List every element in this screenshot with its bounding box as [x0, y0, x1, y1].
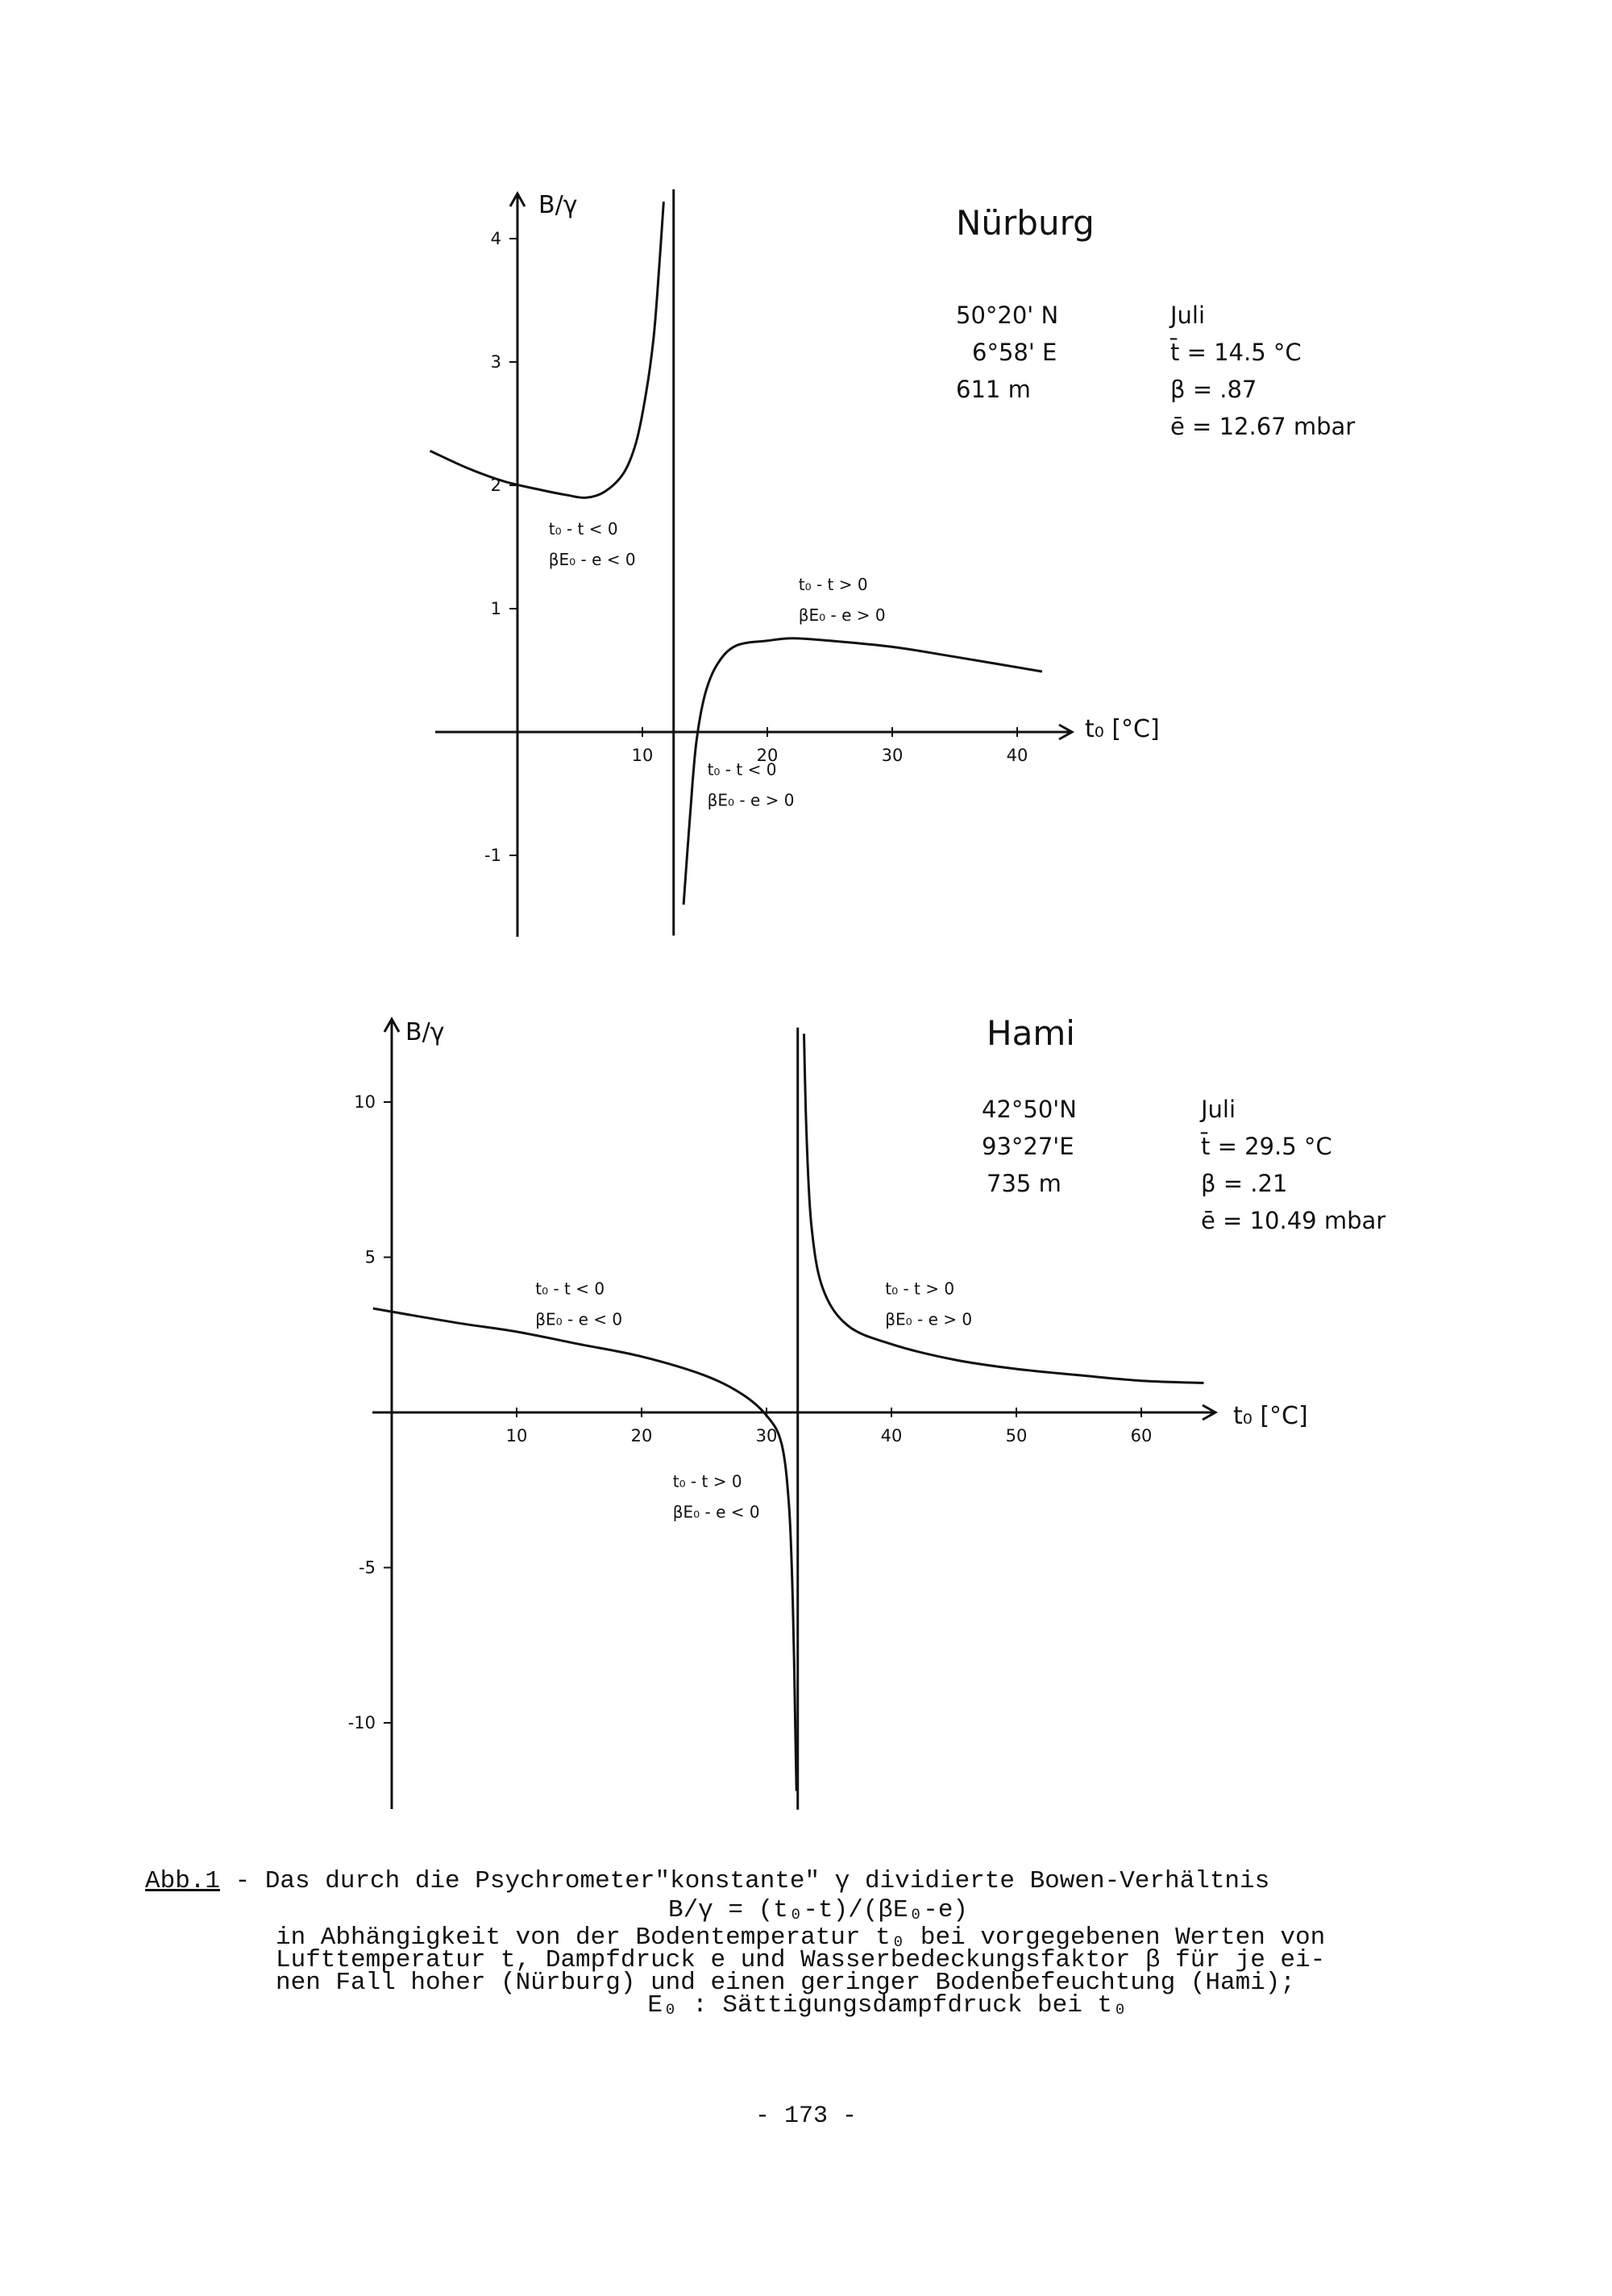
chart-title: Hami	[987, 1013, 1075, 1053]
param-vapour-pressure: ē = 12.67 mbar	[1170, 413, 1356, 440]
param-beta: β = .21	[1201, 1170, 1288, 1197]
region-label	[549, 519, 636, 569]
y-tick-label: 4	[490, 229, 501, 248]
x-tick-label: 10	[505, 1426, 528, 1445]
location-block	[956, 302, 1058, 403]
y-tick-label: 1	[490, 599, 501, 618]
x-axis-label: t₀ [°C]	[1233, 1402, 1308, 1430]
caption-body	[276, 1924, 1402, 2019]
params-block	[1169, 302, 1355, 440]
region-label-line: t₀ - t < 0	[535, 1279, 605, 1299]
location-longitude: 93°27'E	[982, 1133, 1074, 1160]
figure-tag: Abb.1	[145, 1867, 221, 1895]
param-month: Juli	[1170, 302, 1206, 329]
x-tick-label: 20	[756, 746, 779, 765]
x-tick-label: 30	[881, 746, 904, 765]
x-tick-label: 60	[1130, 1426, 1153, 1445]
region-label-line: βE₀ - e < 0	[535, 1309, 623, 1329]
location-latitude: 42°50'N	[982, 1096, 1077, 1123]
y-ticks	[484, 229, 517, 865]
region-label-line: t₀ - t < 0	[707, 759, 777, 780]
region-label-line: βE₀ - e > 0	[885, 1309, 973, 1329]
params-block	[1199, 1096, 1386, 1234]
figure-caption	[145, 1867, 1402, 2019]
chart-title: Nürburg	[956, 203, 1095, 243]
region-label	[535, 1279, 622, 1329]
y-tick-label: 3	[490, 352, 501, 372]
curve-left-branch	[430, 202, 664, 497]
y-axis-label: B/γ	[405, 1018, 445, 1046]
curve-left-branch	[373, 1308, 796, 1791]
chart-nuerburg	[430, 189, 1356, 937]
x-tick-label: 30	[755, 1426, 778, 1445]
caption-intro: - Das durch die Psychrometer"konstante" γ dividierte Bowen-Verhältnis	[220, 1867, 1270, 1895]
y-tick-label: 10	[354, 1092, 376, 1112]
region-label-line: βE₀ - e > 0	[707, 790, 795, 810]
param-mean-temperature: t̄ = 14.5 °C	[1170, 339, 1302, 366]
location-altitude: 611 m	[956, 376, 1031, 403]
caption-line: in Abhängigkeit von der Bodentemperatur t₀ bei vorgegebenen Werten von	[276, 1924, 1326, 1952]
y-axis-label: B/γ	[538, 191, 578, 219]
region-label	[885, 1279, 972, 1329]
x-tick-label: 40	[880, 1426, 903, 1445]
page-number: - 173 -	[754, 2103, 858, 2130]
x-tick-label: 10	[631, 746, 654, 765]
caption-last-line: E₀ : Sättigungsdampfdruck bei t₀	[647, 1991, 1128, 2019]
caption-equation: B/γ = (t₀-t)/(βE₀-e)	[667, 1896, 969, 1924]
region-label-line: βE₀ - e > 0	[798, 605, 886, 626]
curve-right-branch	[804, 1034, 1204, 1383]
y-tick-label: -1	[484, 846, 501, 865]
y-tick-label: 5	[364, 1247, 376, 1267]
region-label-line: t₀ - t < 0	[548, 519, 618, 539]
location-block	[982, 1096, 1077, 1197]
region-label-line: βE₀ - e < 0	[672, 1502, 760, 1522]
region-label	[708, 760, 795, 810]
region-label-line: t₀ - t > 0	[672, 1471, 742, 1491]
x-tick-label: 20	[630, 1426, 653, 1445]
x-tick-label: 50	[1005, 1426, 1028, 1445]
chart-hami	[348, 1013, 1386, 1810]
x-axis-label: t₀ [°C]	[1085, 715, 1160, 743]
region-label	[673, 1471, 760, 1521]
y-tick-label: -10	[347, 1713, 376, 1732]
caption-line: Lufttemperatur t, Dampfdruck e und Wasserbedeckungsfaktor β für je ei-	[276, 1946, 1326, 1974]
location-altitude: 735 m	[987, 1170, 1062, 1197]
location-latitude: 50°20' N	[956, 302, 1059, 329]
param-mean-temperature: t̄ = 29.5 °C	[1201, 1133, 1332, 1160]
caption-line: nen Fall hoher (Nürburg) und einen geringer Bodenbefeuchtung (Hami);	[276, 1969, 1296, 1997]
region-label-line: t₀ - t > 0	[798, 575, 868, 595]
location-longitude: 6°58' E	[972, 339, 1057, 366]
region-label-line: t₀ - t > 0	[885, 1279, 955, 1299]
y-tick-label: 2	[490, 476, 501, 495]
param-vapour-pressure: ē = 10.49 mbar	[1201, 1207, 1386, 1234]
param-beta: β = .87	[1170, 376, 1257, 403]
region-label	[799, 575, 886, 625]
y-tick-label: -5	[359, 1558, 376, 1578]
region-label-line: βE₀ - e < 0	[548, 550, 636, 570]
caption-first-line	[145, 1867, 1402, 1895]
x-tick-label: 40	[1006, 746, 1028, 765]
param-month: Juli	[1201, 1096, 1236, 1123]
